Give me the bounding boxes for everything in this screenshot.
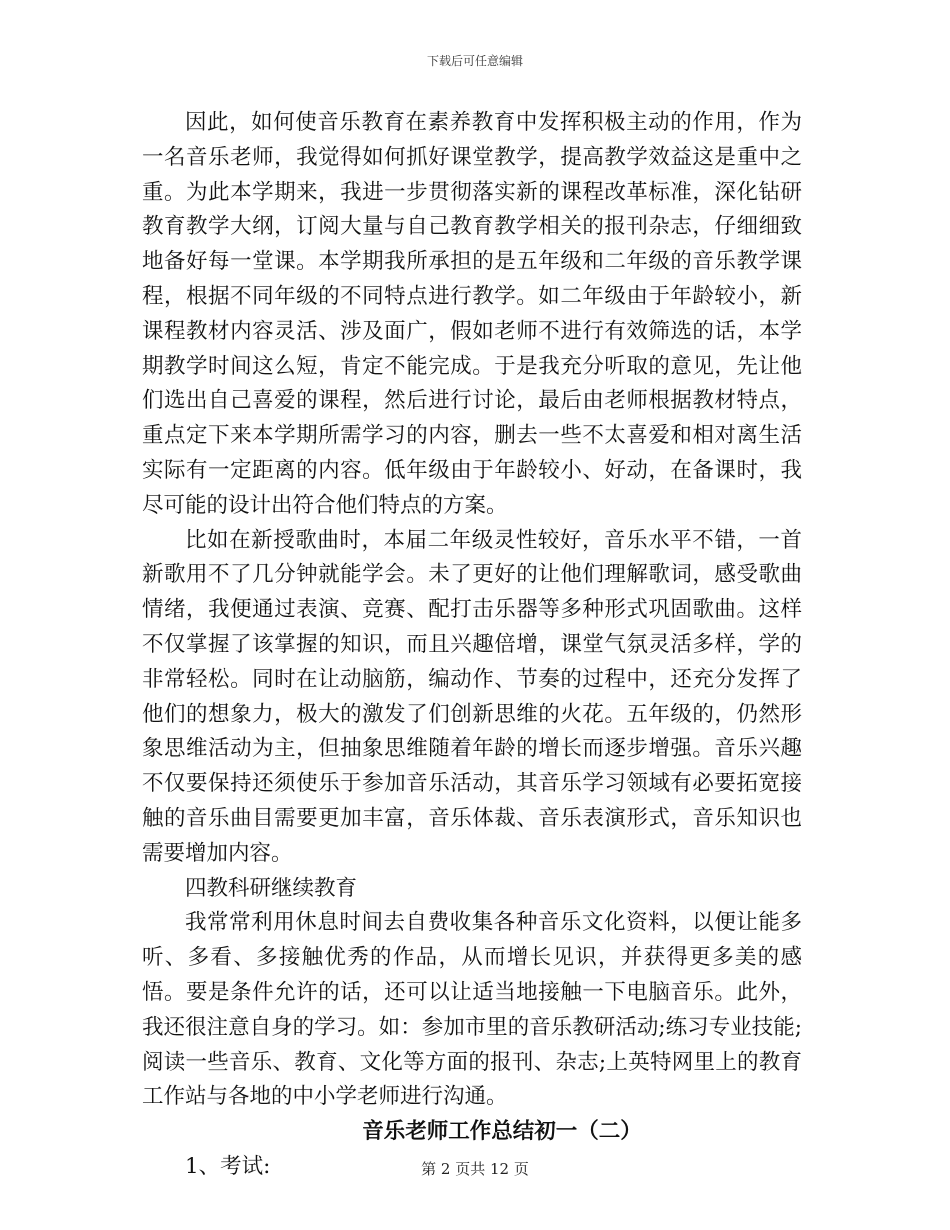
section-heading: 音乐老师工作总结初一（二） (362, 1119, 642, 1145)
page-footer: 第 2 页共 12 页 (421, 1160, 529, 1178)
list-item-exam: 1、考试: (185, 1153, 271, 1179)
page-header: 下载后可任意编辑 (426, 54, 523, 68)
paragraph-subheading-research: 四教科研继续教育 (185, 875, 358, 901)
paragraph-self-study: 我常常利用休息时间去自费收集各种音乐文化资料，以便让能多听、多看、多接触优秀的作品，从而增长见识，并获得更多美的感悟。要是条件允许的话，还可以让适当地接触一下电脑音乐。此外，我还很注意自身的学习。如：参加市里的音乐教研活动;练习专业技能;阅读一些音乐、教育、文化等方面的报刊、杂志;上英特网里上的教育工作站与各地的中小学老师进行沟通。 (142, 910, 802, 1110)
paragraph-preparation: 因此，如何使音乐教育在素养教育中发挥积极主动的作用，作为一名音乐老师，我觉得如何抓好课堂教学，提高教学效益这是重中之重。为此本学期来，我进一步贯彻落实新的课程改革标准，深化钻研教育教学大纲，订阅大量与自己教育教学相关的报刊杂志，仔细细致地备好每一堂课。本学期我所承担的是五年级和二年级的音乐教学课程，根据不同年级的不同特点进行教学。如二年级由于年龄较小，新课程教材内容灵活、涉及面广，假如老师不进行有效筛选的话，本学期教学时间这么短，肯定不能完成。于是我充分听取的意见，先让他们选出自己喜爱的课程，然后进行讨论，最后由老师根据教材特点，重点定下来本学期所需学习的内容，删去一些不太喜爱和相对离生活实际有一定距离的内容。低年级由于年龄较小、好动，在备课时，我尽可能的设计出符合他们特点的方案。 (142, 110, 802, 518)
document-body (142, 106, 802, 1185)
paragraph-teaching-example: 比如在新授歌曲时，本届二年级灵性较好，音乐水平不错，一首新歌用不了几分钟就能学会。未了更好的让他们理解歌词，感受歌曲情绪，我便通过表演、竞赛、配打击乐器等多种形式巩固歌曲。这样不仅掌握了该掌握的知识，而且兴趣倍增，课堂气氛灵活多样，学的非常轻松。同时在让动脑筋，编动作、节奏的过程中，还充分发挥了他们的想象力，极大的激发了们创新思维的火花。五年级的，仍然形象思维活动为主，但抽象思维随着年龄的增长而逐步增强。音乐兴趣不仅要保持还须使乐于参加音乐活动，其音乐学习领域有必要拓宽接触的音乐曲目需要更加丰富，音乐体裁、音乐表演形式，音乐知识也需要增加内容。 (142, 527, 802, 866)
